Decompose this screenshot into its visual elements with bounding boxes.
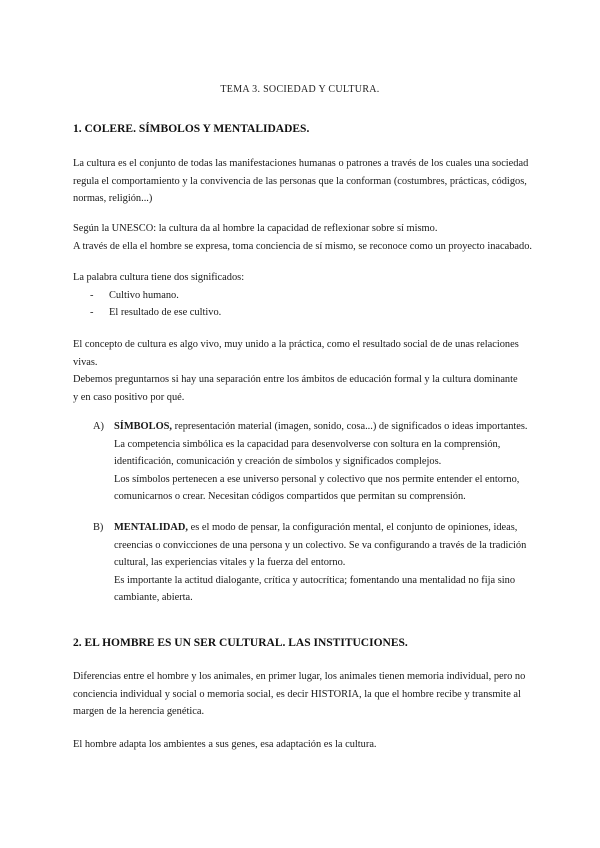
section-1-paragraph-1 bbox=[73, 155, 535, 208]
section-2-paragraph-1 bbox=[73, 668, 535, 721]
text-line: cambiante, abierta. bbox=[114, 592, 193, 603]
text-line: El concepto de cultura es algo vivo, muy unido a la práctica, como el resultado social de de unas relaciones bbox=[73, 339, 519, 350]
item-marker: A) bbox=[93, 421, 104, 432]
text-line: cultural, las experiencias vitales y la fuerza del entorno. bbox=[114, 557, 346, 568]
list-item bbox=[90, 304, 221, 322]
list-item bbox=[90, 287, 179, 305]
text-line: A través de ella el hombre se expresa, toma conciencia de sí mismo, se reconoce como un proyecto inacabado. bbox=[73, 240, 533, 252]
dash-bullet: - bbox=[90, 290, 94, 301]
list-item-text: Cultivo humano. bbox=[109, 290, 179, 301]
item-a-symbols bbox=[93, 418, 533, 508]
item-first-line bbox=[114, 418, 534, 436]
text-line: normas, religión...) bbox=[73, 193, 153, 204]
document-title: TEMA 3. SOCIEDAD Y CULTURA. bbox=[220, 84, 380, 95]
item-body bbox=[114, 519, 534, 607]
item-b-mentality bbox=[93, 519, 533, 609]
section-2-paragraph-2 bbox=[73, 736, 535, 754]
text-line: comunicarnos o crear. Necesitan códigos compartidos que permitan su comprensión. bbox=[114, 491, 466, 502]
text-line: identificación, comunicación y creación de símbolos y significados complejos. bbox=[114, 456, 442, 467]
item-term: MENTALIDAD, bbox=[114, 522, 188, 533]
text-line: y en caso positivo por qué. bbox=[73, 391, 185, 403]
text-line: Diferencias entre el hombre y los animales, en primer lugar, los animales tienen memoria individual, pero no bbox=[73, 671, 526, 682]
section-1-paragraph-4 bbox=[73, 336, 535, 406]
section-1-heading: 1. COLERE. SÍMBOLOS Y MENTALIDADES. bbox=[73, 123, 310, 135]
item-marker: B) bbox=[93, 522, 104, 533]
item-term: SÍMBOLOS, bbox=[114, 421, 173, 432]
section-2-heading: 2. EL HOMBRE ES UN SER CULTURAL. LAS INSTITUCIONES. bbox=[73, 637, 408, 649]
text-line: Debemos preguntarnos si hay una separación entre los ámbitos de educación formal y la cultura dominante bbox=[73, 374, 518, 385]
dash-bullet: - bbox=[90, 307, 94, 318]
text-line: margen de la herencia genética. bbox=[73, 706, 205, 717]
text-line: Según la UNESCO: la cultura da al hombre la capacidad de reflexionar sobre sí mismo. bbox=[73, 223, 438, 234]
item-definition: representación material (imagen, sonido, cosa...) de significados o ideas importantes. bbox=[172, 421, 528, 432]
text-line: creencias o convicciones de una persona y un colectivo. Se va configurando a través de la tradición bbox=[114, 539, 527, 551]
section-1-paragraph-2 bbox=[73, 220, 535, 255]
item-first-line bbox=[114, 519, 534, 537]
text-line: vivas. bbox=[73, 356, 98, 368]
text-line: Es importante la actitud dialogante, crítica y autocrítica; fomentando una mentalidad no fija sino bbox=[114, 574, 516, 586]
text-line: Los símbolos pertenecen a ese universo personal y colectivo que nos permite entender el entorno, bbox=[114, 473, 520, 485]
text-line: El hombre adapta los ambientes a sus genes, esa adaptación es la cultura. bbox=[73, 739, 377, 750]
item-body bbox=[114, 418, 534, 506]
item-definition: es el modo de pensar, la configuración mental, el conjunto de opiniones, ideas, bbox=[188, 522, 518, 533]
text-line: La palabra cultura tiene dos significados: bbox=[73, 272, 245, 283]
text-line: La cultura es el conjunto de todas las manifestaciones humanas o patrones a través de los cuales una sociedad bbox=[73, 158, 529, 169]
text-line: regula el comportamiento y la convivencia de las personas que la conforman (costumbres, prácticas, códigos, bbox=[73, 175, 527, 187]
text-line: conciencia individual y social o memoria social, es decir HISTORIA, la que el hombre recibe y transmite al bbox=[73, 688, 521, 700]
list-item-text: El resultado de ese cultivo. bbox=[109, 307, 222, 318]
section-1-paragraph-3 bbox=[73, 269, 535, 287]
text-line: La competencia simbólica es la capacidad para desenvolverse con soltura en la comprensión, bbox=[114, 438, 501, 450]
